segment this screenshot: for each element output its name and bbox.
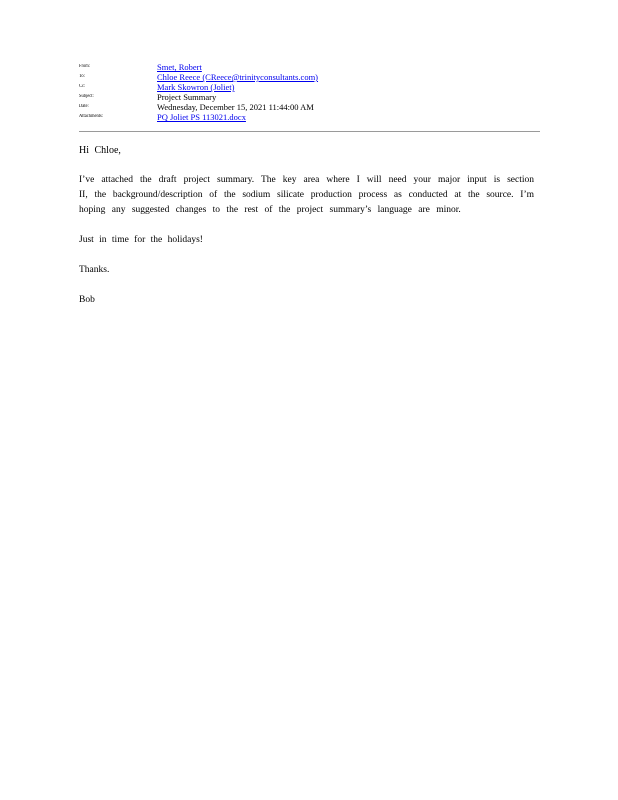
cc-row bbox=[79, 82, 549, 92]
from-label: From: bbox=[79, 64, 91, 69]
greeting: Hi Chloe, bbox=[79, 145, 121, 156]
email-body bbox=[79, 143, 534, 323]
subject-value: Project Summary bbox=[157, 92, 217, 102]
email-header bbox=[79, 62, 549, 122]
from-value-link[interactable]: Smet, Robert bbox=[157, 62, 202, 72]
date-row bbox=[79, 102, 549, 112]
header-divider bbox=[79, 131, 540, 132]
closing: Thanks. bbox=[79, 265, 110, 275]
to-row bbox=[79, 72, 549, 82]
attachments-row bbox=[79, 112, 549, 122]
date-label: Date: bbox=[79, 104, 89, 109]
attachments-label: Attachments: bbox=[79, 114, 104, 119]
date-value: Wednesday, December 15, 2021 11:44:00 AM bbox=[157, 102, 314, 112]
body-paragraph-1: I’ve attached the draft project summary. The key area where I will need your major input is section II, the background/description of the sodium silicate production process as conducted at the source. I’m hoping any suggested changes to the rest of the project summary’s language are minor. bbox=[79, 175, 534, 215]
to-label: To: bbox=[79, 74, 85, 79]
signature: Bob bbox=[79, 295, 95, 305]
to-value-link[interactable]: Chloe Reece (CReece@trinityconsultants.com) bbox=[157, 72, 319, 82]
from-row bbox=[79, 62, 549, 72]
subject-row bbox=[79, 92, 549, 102]
body-paragraph-2: Just in time for the holidays! bbox=[79, 235, 203, 245]
cc-value-link[interactable]: Mark Skowron (Joliet) bbox=[157, 82, 235, 92]
attachment-link[interactable]: PQ Joliet PS 113021.docx bbox=[157, 112, 246, 122]
subject-label: Subject: bbox=[79, 94, 94, 99]
cc-label: Cc: bbox=[79, 84, 86, 89]
